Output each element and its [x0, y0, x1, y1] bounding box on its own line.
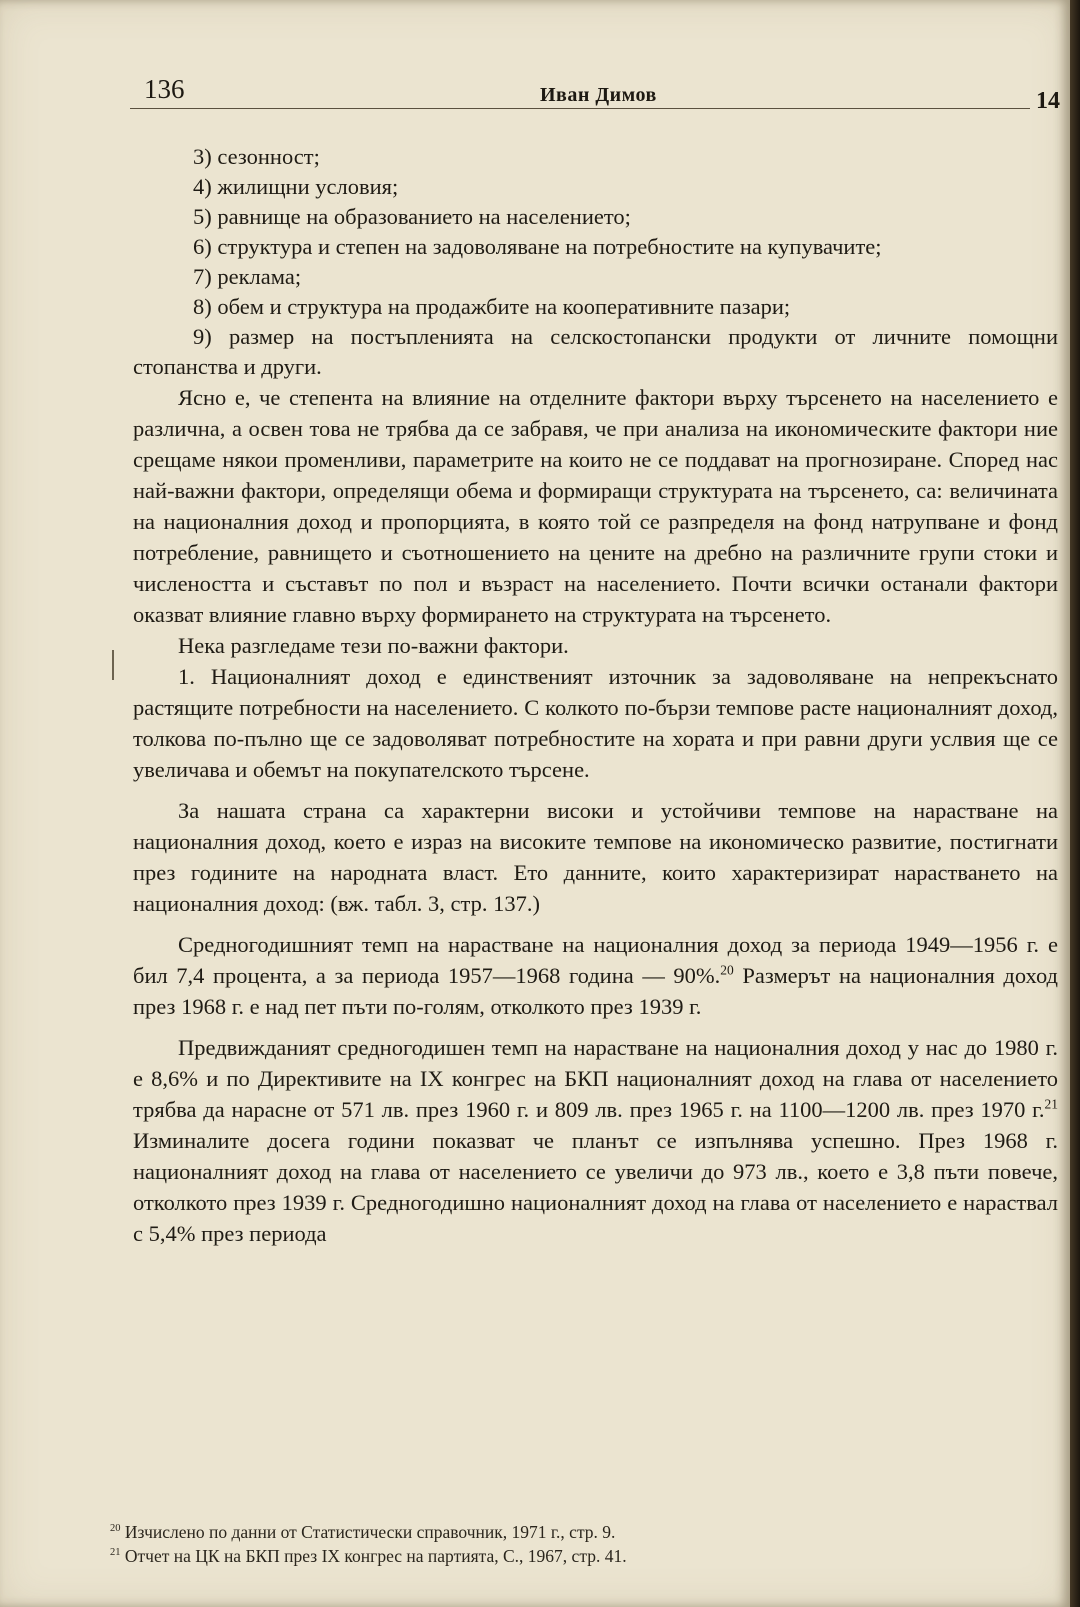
list-item: 5) равнище на образованието на населението;: [193, 204, 631, 229]
list-item: 9) размер на постъпленията на селскостопански продукти от личните помощни стопанства и други.: [133, 324, 1058, 379]
footnote-number: 21: [110, 1547, 121, 1559]
list-item: 3) сезонност;: [193, 144, 320, 169]
list-item: 6) структура и степен на задоволяване на потребностите на купувачите;: [193, 234, 882, 259]
cut-off-text: 14: [1036, 88, 1060, 114]
footnote: [110, 1544, 990, 1568]
paragraph: [133, 1032, 1058, 1249]
margin-mark: [112, 650, 114, 680]
footnote-text: Отчет на ЦК на БКП през IX конгрес на партията, С., 1967, стр. 41.: [120, 1546, 627, 1566]
footnote-number: 20: [110, 1523, 121, 1535]
footnotes: [110, 1520, 990, 1568]
main-text: [133, 142, 1058, 1249]
paragraph-text: Предвижданият средногодишен темп на нарастване на националния доход у нас до 1980 г. е 8,6% и по Директивите на IX конгрес на БКП националният доход на глава от населението трябва да нарасне от 571 лв. през 1960 г. и 809 лв. през 1965 г. на 1100—1200 лв. през 1970 г.: [133, 1035, 1058, 1122]
running-head-author: Иван Димов: [540, 84, 657, 106]
paragraph-text: Размерът на националния доход през 1968 г. е над пет пъти по-голям, отколкото през 1939 г.: [133, 963, 1058, 1019]
footnote: [110, 1520, 990, 1544]
paragraph: [133, 929, 1058, 1022]
running-header: [130, 70, 1060, 114]
page-number: 136: [144, 74, 185, 104]
footnote-ref: 21: [1044, 1096, 1058, 1112]
paragraph-text: Средногодишният темп на нарастване на националния доход за периода 1949—1956 г. е бил 7,4 процента, а за периода 1957—1968 година — 90%.: [133, 932, 1058, 988]
header-rule: [130, 108, 1030, 109]
list-item: 7) реклама;: [193, 264, 302, 289]
list-item: 8) обем и структура на продажбите на кооперативните пазари;: [193, 294, 791, 319]
paragraph: 1. Националният доход е единственият източник за задоволяване на непрекъснато растящите потребности на населението. С колкото по-бързи темпове расте националният доход, толкова по-пълно ще се задоволяват потребностите на хората и при равни други услвия ще се увеличава и обемът на покупателското търсене.: [133, 664, 1058, 782]
paragraph-text: Изминалите досега години показват че планът се изпълнява успешно. През 1968 г. националният доход на глава от населението се увеличи до 973 лв., което е 3,8 пъти повече, отколкото през 1939 г. Средногодишно националният доход на глава от населението е нараствал с 5,4% през периода: [133, 1128, 1058, 1246]
list-item: 4) жилищни условия;: [193, 174, 399, 199]
footnote-text: Изчислено по данни от Статистически справочник, 1971 г., стр. 9.: [120, 1522, 616, 1542]
paragraph: Ясно е, че степента на влияние на отделните фактори върху търсенето на населението е различна, а освен това не трябва да се забравя, че при анализа на икономическите фактори ние срещаме някои променливи, параметрите на които не се поддават на прогнозиране. Според нас най-важни фактори, определящи обема и формиращи структурата на търсенето, са: величината на националния доход и пропорцията, в която той се разпределя на фонд натрупване и фонд потребление, равнището и съотношението на цените на дребно на различните групи стоки и числеността и съставът по пол и възраст на населението. Почти всички останали фактори оказват влияние главно върху формирането на структурата на търсенето.: [133, 385, 1058, 627]
footnote-ref: 20: [720, 962, 734, 978]
paragraph: За нашата страна са характерни високи и устойчиви темпове на нарастване на националния доход, което е израз на високите темпове на икономическо развитие, постигнати през годините на народната власт. Ето данните, които характеризират нарастването на националния доход: (вж. табл. 3, стр. 137.): [133, 798, 1058, 916]
paragraph: Нека разгледаме тези по-важни фактори.: [178, 633, 569, 658]
